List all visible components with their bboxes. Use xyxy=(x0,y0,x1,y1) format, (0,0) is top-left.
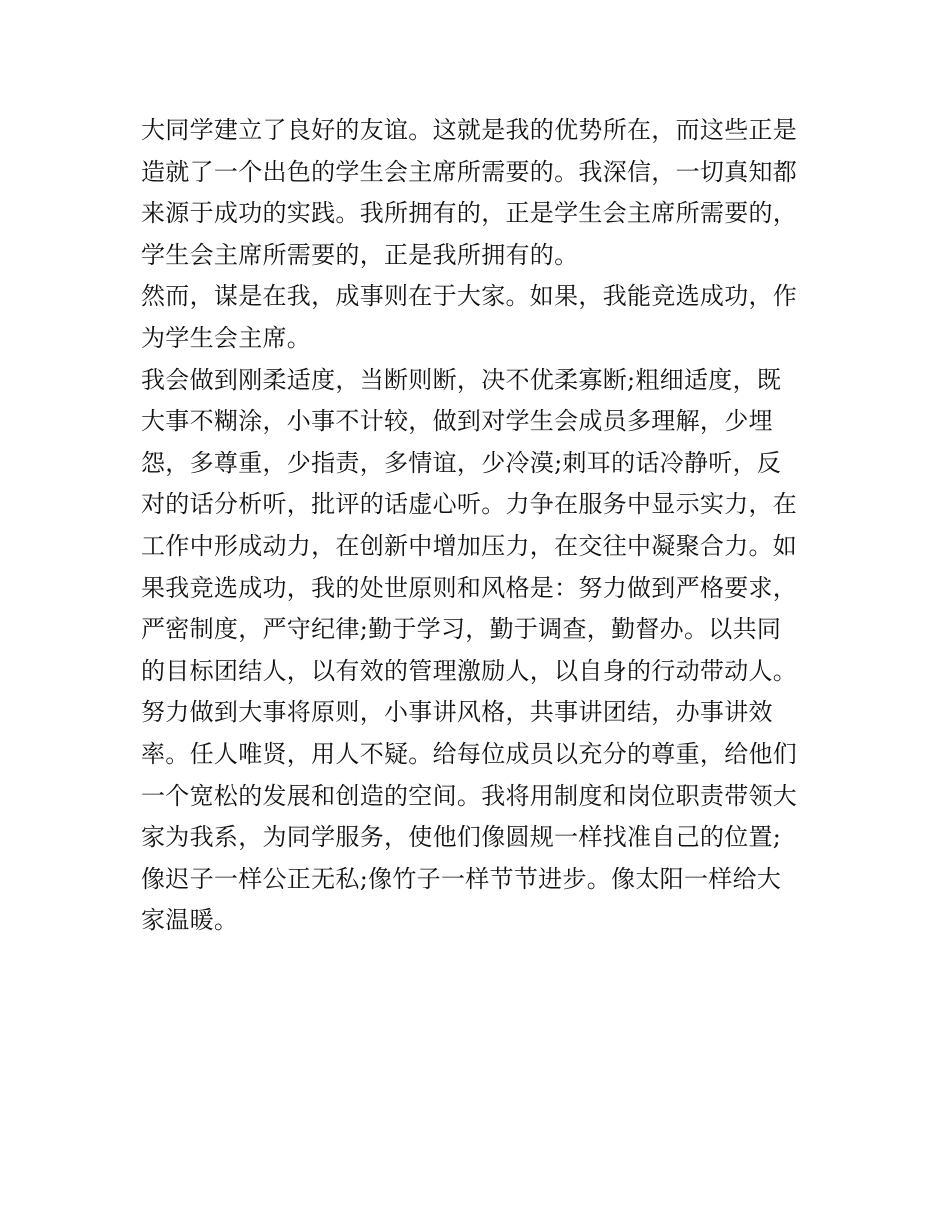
text-line: 造就了一个出色的学生会主席所需要的。我深信，一切真知都 xyxy=(141,157,798,186)
text-line: 的目标团结人，以有效的管理激励人，以自身的行动带动人。 xyxy=(141,656,798,685)
text-line: 怨，多尊重，少指责，多情谊，少冷漠;刺耳的话冷静听，反 xyxy=(141,448,782,477)
text-line: 对的话分析听，批评的话虚心听。力争在服务中显示实力，在 xyxy=(141,490,798,519)
body-text xyxy=(141,110,821,942)
text-line: 率。任人唯贤，用人不疑。给每位成员以充分的尊重，给他们 xyxy=(141,739,798,768)
text-line: 我会做到刚柔适度，当断则断，决不优柔寡断;粗细适度，既 xyxy=(141,365,782,394)
text-line: 像迟子一样公正无私;像竹子一样节节进步。像太阳一样给大 xyxy=(141,864,782,893)
text-line: 努力做到大事将原则，小事讲风格，共事讲团结，办事讲效 xyxy=(141,698,773,727)
text-line: 家为我系，为同学服务，使他们像圆规一样找准自己的位置; xyxy=(141,823,782,852)
text-line: 来源于成功的实践。我所拥有的，正是学生会主席所需要的， xyxy=(141,199,798,228)
text-line: 严密制度，严守纪律;勤于学习，勤于调查，勤督办。以共同 xyxy=(141,615,782,644)
text-line: 工作中形成动力，在创新中增加压力，在交往中凝聚合力。如 xyxy=(141,531,798,560)
text-line: 为学生会主席。 xyxy=(141,323,312,352)
text-line: 家温暖。 xyxy=(141,906,239,935)
text-line: 大事不糊涂，小事不计较，做到对学生会成员多理解，少埋 xyxy=(141,407,773,436)
text-line: 大同学建立了良好的友谊。这就是我的优势所在，而这些正是 xyxy=(141,116,798,144)
text-line: 学生会主席所需要的，正是我所拥有的。 xyxy=(141,240,579,269)
text-line: 果我竞选成功，我的处世原则和风格是：努力做到严格要求， xyxy=(141,573,798,602)
text-line: 然而，谋是在我，成事则在于大家。如果，我能竞选成功，作 xyxy=(141,282,798,311)
text-line: 一个宽松的发展和创造的空间。我将用制度和岗位职责带领大 xyxy=(141,781,798,810)
